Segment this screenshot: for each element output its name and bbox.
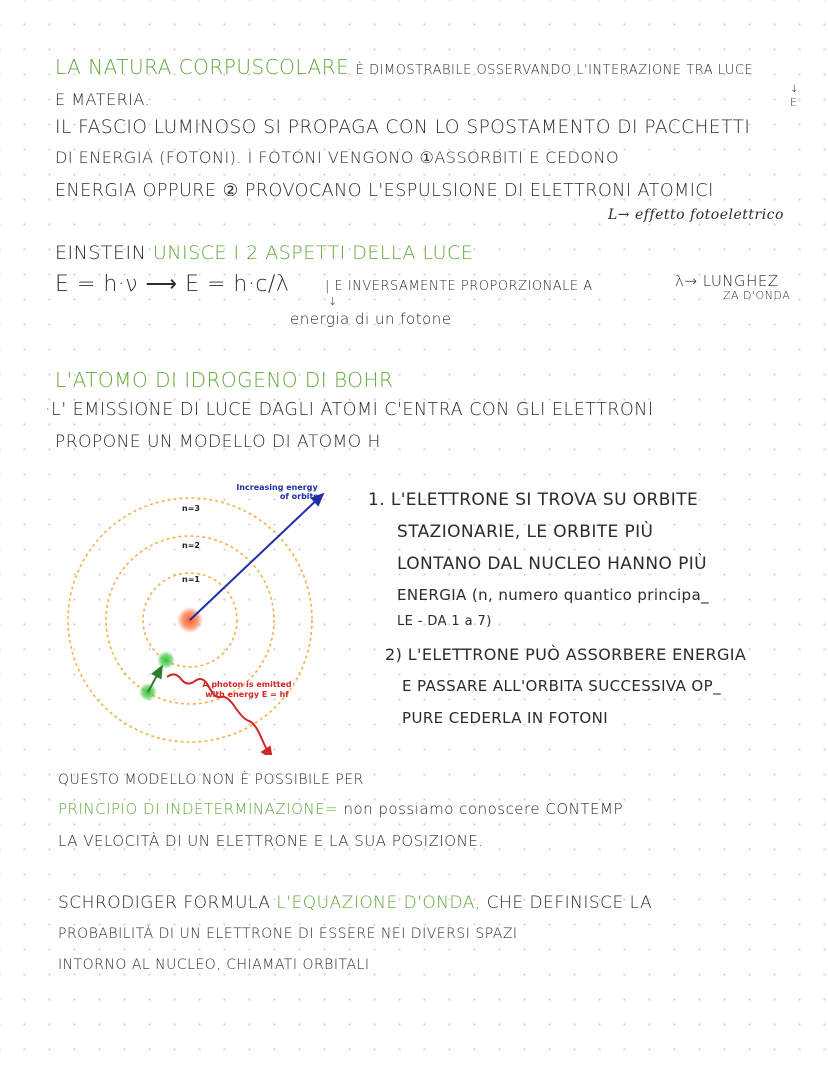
bohr-point-3: LONTANO DAL NUCLEO HANNO PIÙ: [397, 554, 708, 574]
arrow-down-icon: ↓: [790, 84, 799, 95]
bohr-point-7: E PASSARE ALL'ORBITA SUCCESSIVA OP_: [402, 677, 721, 695]
intro-line-2: E MATERIA.: [55, 90, 151, 109]
einstein-equation-note: | E INVERSAMENTE PROPORZIONALE A: [325, 279, 593, 294]
einstein-equation: E = h·ν ⟶ E = h·c/λ: [55, 272, 290, 297]
energy-label-1: Increasing energy: [236, 483, 318, 492]
schrod-line-1: [58, 893, 652, 913]
indet-line-1: QUESTO MODELLO NON È POSSIBILE PER: [58, 772, 364, 788]
photon-label-2: with energy E = hf: [205, 690, 289, 699]
intro-line-1-text: È DIMOSTRABILE OSSERVANDO L'INTERAZIONE TRA LUCE: [355, 63, 754, 78]
intro-line-1: [55, 55, 753, 79]
lambda-note-2: ZA D'ONDA: [723, 289, 791, 302]
schrod-line-1-text: CHE DEFINISCE LA: [486, 893, 653, 913]
bohr-title: L'ATOMO DI IDROGENO DI BOHR: [55, 368, 394, 392]
intro-line-4: DI ENERGIA (FOTONI). I FOTONI VENGONO ①ASSORBITI E CEDONO: [55, 148, 620, 167]
intro-note: L→ effetto fotoelettrico: [608, 207, 784, 223]
arrow-note: E: [790, 96, 798, 109]
indet-line-2: [58, 800, 623, 818]
intro-title: LA NATURA CORPUSCOLARE: [55, 55, 350, 79]
bohr-point-5: LE - DA 1 a 7): [397, 614, 492, 629]
arrow-down-icon-2: ↓: [328, 295, 338, 308]
indet-line-3: LA VELOCITÀ DI UN ELETTRONE E LA SUA POSIZIONE.: [58, 832, 484, 850]
bohr-atom-diagram: [55, 470, 355, 755]
bohr-point-6: 2) L'ELETTRONE PUÒ ASSORBERE ENERGIA: [385, 645, 747, 664]
schrod-prefix: SCHRODIGER FORMULA: [58, 893, 271, 913]
orbit-label-n2: n=2: [182, 541, 200, 550]
energy-label: energia di un fotone: [290, 310, 452, 328]
energy-label-2: of orbits: [279, 492, 319, 501]
indet-highlight: PRINCIPIO DI INDETERMINAZIONE=: [58, 800, 339, 818]
einstein-prefix: EINSTEIN: [55, 242, 147, 264]
orbit-label-n3: n=3: [182, 504, 200, 513]
electron-upper: [157, 651, 175, 669]
bohr-line-2: PROPONE UN MODELLO DI ATOMO H: [55, 432, 381, 452]
bohr-line-1: ·L' EMISSIONE DI LUCE DAGLI ATOMI C'ENTRA CON GLI ELETTRONI: [45, 400, 654, 420]
intro-line-5: ENERGIA OPPURE ② PROVOCANO L'ESPULSIONE DI ELETTRONI ATOMICI: [55, 181, 714, 201]
intro-line-3: IL FASCIO LUMINOSO SI PROPAGA CON LO SPOSTAMENTO DI PACCHETTI: [55, 117, 751, 138]
einstein-highlight: UNISCE I 2 ASPETTI DELLA LUCE: [152, 242, 474, 264]
indet-line-2-text: non possiamo conoscere CONTEMP: [343, 800, 624, 818]
photon-label-1: A photon is emitted: [202, 680, 292, 689]
schrod-line-3: INTORNO AL NUCLEO, CHIAMATI ORBITALI: [58, 957, 370, 973]
bohr-point-4: ENERGIA (n, numero quantico principa_: [397, 586, 709, 604]
schrod-line-2: PROBABILITÀ DI UN ELETTRONE DI ESSERE NEI DIVERSI SPAZI: [58, 926, 518, 942]
lambda-note: λ→ LUNGHEZ: [675, 272, 779, 290]
energy-arrow: [190, 494, 323, 620]
einstein-line: [55, 242, 473, 264]
schrod-highlight: L'EQUAZIONE D'ONDA,: [276, 893, 481, 913]
orbit-label-n1: n=1: [182, 575, 200, 584]
bohr-point-1: 1. L'ELETTRONE SI TROVA SU ORBITE: [368, 490, 699, 510]
bohr-point-2: STAZIONARIE, LE ORBITE PIÙ: [397, 522, 654, 542]
bohr-point-8: PURE CEDERLA IN FOTONI: [402, 709, 609, 727]
